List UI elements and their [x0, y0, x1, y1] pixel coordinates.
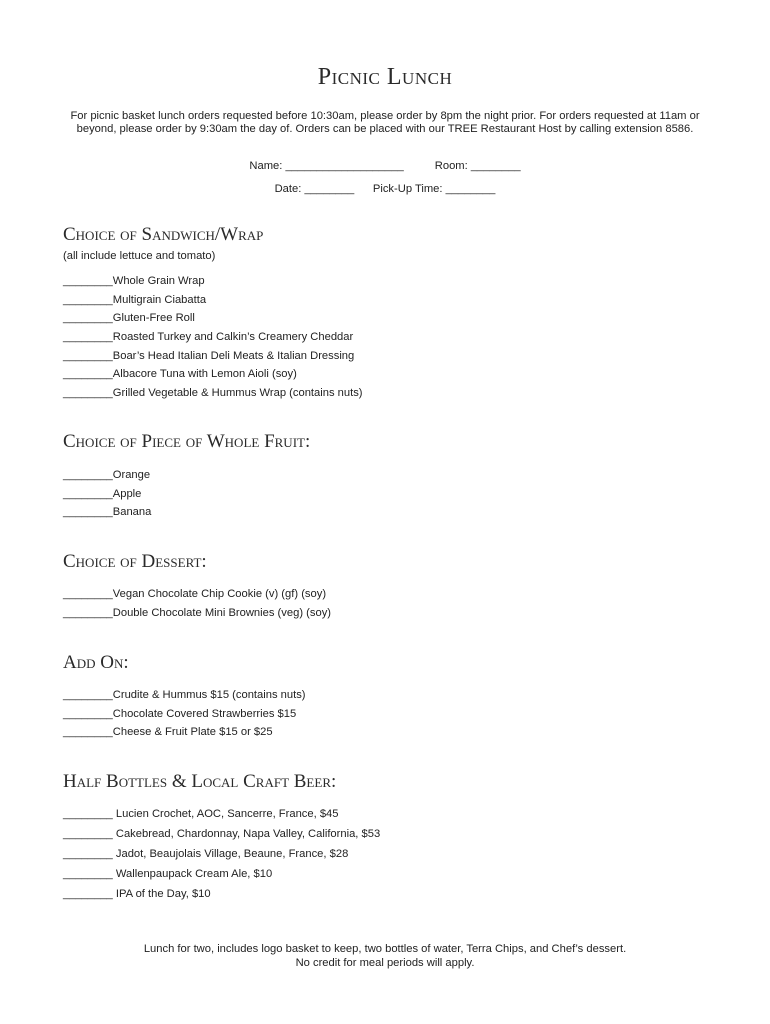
list-item[interactable]: ________Gluten-Free Roll	[63, 312, 195, 325]
addon-list	[63, 686, 306, 742]
list-item[interactable]: ________Boar’s Head Italian Deli Meats & Italian Dressing	[63, 349, 355, 362]
sandwich-list	[63, 272, 363, 403]
name-field[interactable]: Name: ___________________	[249, 160, 404, 172]
list-item[interactable]: ________Whole Grain Wrap	[63, 275, 205, 287]
intro-paragraph: For picnic basket lunch orders requested before 10:30am, please order by 8pm the night prior. For orders requested at 11am or beyond, please order by 9:30am the day of. Orders can be placed with our TREE Restaurant Host by calling extension 8586.	[70, 110, 700, 136]
list-item[interactable]: ________ Lucien Crochet, AOC, Sancerre, France, $45	[63, 808, 339, 820]
list-item[interactable]: ________ Jadot, Beaujolais Village, Beaune, France, $28	[63, 848, 349, 860]
list-item[interactable]: ________ IPA of the Day, $10	[63, 888, 211, 900]
list-item[interactable]: ________ Wallenpaupack Cream Ale, $10	[63, 868, 273, 880]
addon-heading: Add On:	[63, 652, 129, 673]
pickup-time-field[interactable]: Pick-Up Time: ________	[372, 183, 496, 195]
footer-line-2: No credit for meal periods will apply.	[295, 957, 475, 969]
beverages-list	[63, 804, 380, 904]
footer-line-1: Lunch for two, includes logo basket to keep, two bottles of water, Terra Chips, and Chef’s dessert.	[143, 943, 627, 955]
list-item[interactable]: ________Roasted Turkey and Calkin’s Creamery Cheddar	[63, 331, 354, 344]
beverages-heading: Half Bottles & Local Craft Beer:	[63, 771, 337, 792]
fruit-heading: Choice of Piece of Whole Fruit:	[63, 431, 311, 452]
fruit-list	[63, 466, 151, 522]
list-item[interactable]: ________Apple	[63, 487, 142, 500]
room-field[interactable]: Room: ________	[434, 160, 521, 172]
list-item[interactable]: ________Crudite & Hummus $15 (contains nuts)	[63, 689, 306, 701]
footer-note	[60, 942, 710, 970]
list-item[interactable]: ________Vegan Chocolate Chip Cookie (v) (gf) (soy)	[63, 588, 327, 600]
name-room-row	[0, 160, 770, 172]
list-item[interactable]: ________Cheese & Fruit Plate $15 or $25	[63, 726, 273, 739]
sandwich-heading: Choice of Sandwich/Wrap	[63, 224, 264, 245]
dessert-heading: Choice of Dessert:	[63, 551, 207, 572]
list-item[interactable]: ________ Cakebread, Chardonnay, Napa Valley, California, $53	[63, 828, 381, 840]
list-item[interactable]: ________Banana	[63, 506, 152, 519]
list-item[interactable]: ________Chocolate Covered Strawberries $15	[63, 707, 297, 720]
list-item[interactable]: ________Multigrain Ciabatta	[63, 293, 207, 306]
date-pickup-row	[0, 183, 770, 195]
page-title: Picnic Lunch	[317, 64, 453, 90]
list-item[interactable]: ________Double Chocolate Mini Brownies (veg) (soy)	[63, 606, 332, 619]
list-item[interactable]: ________Albacore Tuna with Lemon Aioli (soy)	[63, 368, 297, 381]
list-item[interactable]: ________Orange	[63, 469, 151, 481]
date-field[interactable]: Date: ________	[274, 183, 355, 195]
sandwich-note: (all include lettuce and tomato)	[63, 250, 216, 262]
dessert-list	[63, 585, 331, 622]
list-item[interactable]: ________Grilled Vegetable & Hummus Wrap (contains nuts)	[63, 387, 363, 400]
